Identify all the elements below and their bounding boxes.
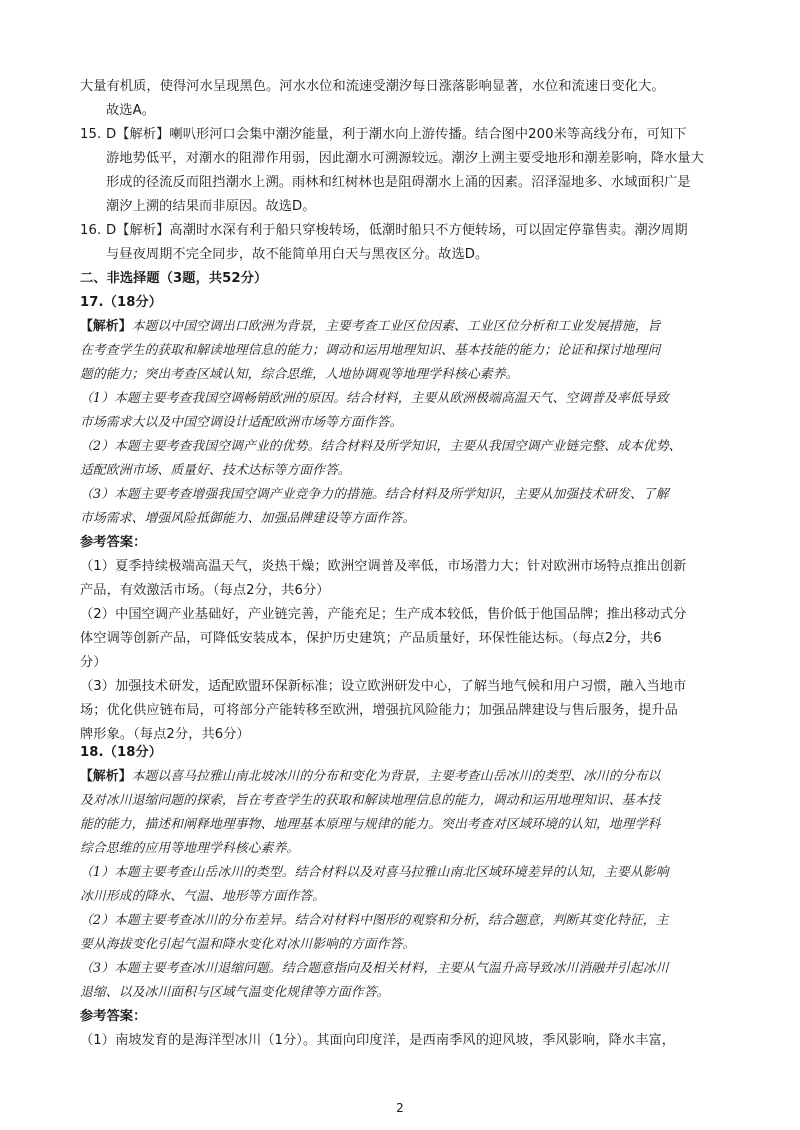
section-2-header [80,267,728,291]
q18-analysis-1a: （1）本题主要考查山岳冰川的类型。结合材料以及对喜马拉雅山南北区域环境差异的认知，主要从影响 [80,865,669,880]
q17-answer-3a: （3）加强技术研发，适配欧盟环保新标准；设立欧洲研发中心，了解当地气候和用户习惯，融入当地市 [80,679,687,694]
q17-answer-2a: （2）中国空调产业基础好，产业链完善，产能充足；生产成本较低，售价低于他国品牌；推出移动式分 [80,607,687,622]
q17-answer-1b: 产品，有效激活市场。（每点2分，共6分） [80,583,330,598]
q17-analysis-3b: 市场需求、增强风险抵御能力、加强品牌建设等方面作答。 [80,511,416,526]
q17-analysis-2a: （2）本题主要考查我国空调产业的优势。结合材料及所学知识，主要从我国空调产业链完整、成本优势、 [80,439,682,454]
q17-answer-1a: （1）夏季持续极端高温天气，炎热干燥；欧洲空调普及率低，市场潜力大；针对欧洲市场特点推出创新 [80,559,687,574]
q14-line-1: 大量有机质，使得河水呈现黑色。河水水位和流速受潮汐每日涨落影响显著，水位和流速日变化大。 [80,79,665,94]
q17-block [80,291,728,747]
q18-intro-1 [80,765,728,789]
q18-analysis-label: 【解析】 [80,769,132,784]
q16-block [80,219,728,267]
q16-number: 16. [80,223,102,238]
q15-text-1: 喇叭形河口会集中潮汐能量，利于潮水向上游传播。结合图中200米等高线分布，可知下 [169,127,687,142]
q18-intro-2: 及对冰川退缩问题的探索，旨在考查学生的获取和解读地理信息的能力，调动和运用地理知识、基本技 [80,793,661,808]
q15-block [80,123,728,219]
q18-analysis-3a: （3）本题主要考查冰川退缩问题。结合题意指向及相关材料，主要从气温升高导致冰川消融并引起冰川 [80,961,669,976]
q17-answer-3c: 牌形象。（每点2分，共6分） [80,727,250,742]
page-number: 2 [396,1101,404,1115]
q18-intro-1-text: 本题以喜马拉雅山南北坡冰川的分布和变化为背景，主要考查山岳冰川的类型、冰川的分布以 [131,769,661,784]
q17-analysis-2b: 适配欧洲市场、质量好、技术达标等方面作答。 [80,463,351,478]
section-2-title: 二、非选择题（3题，共52分） [80,271,268,286]
q18-reference-title: 参考答案： [80,1009,147,1024]
q18-intro-4: 综合思维的应用等地理学科核心素养。 [80,841,300,856]
q17-analysis-1a: （1）本题主要考查我国空调畅销欧洲的原因。结合材料，主要从欧洲极端高温天气、空调普及率低导致 [80,391,669,406]
q16-label: D【解析】 [106,223,170,238]
q14-tail [80,75,728,123]
q14-line-2: 故选A。 [106,103,155,118]
q17-answer-2b: 体空调等创新产品，可降低安装成本，保护历史建筑；产品质量好，环保性能达标。（每点2分，共6 [80,631,662,646]
q18-analysis-1b: 冰川形成的降水、气温、地形等方面作答。 [80,889,326,904]
q17-intro-2: 在考查学生的获取和解读地理信息的能力；调动和运用地理知识、基本技能的能力；论证和探讨地理问 [80,343,661,358]
q18-analysis-2b: 要从海拔变化引起气温和降水变化对冰川影响的方面作答。 [80,937,416,952]
q16-line-1 [80,219,728,243]
q17-analysis-1b: 市场需求大以及中国空调设计适配欧洲市场等方面作答。 [80,415,403,430]
q16-line-2: 与昼夜周期不完全同步，故不能简单用白天与黑夜区分。故选D。 [106,247,489,262]
q18-block [80,741,728,1053]
q15-line-2: 游地势低平，对潮水的阻滞作用弱，因此潮水可溯源较远。潮汐上溯主要受地形和潮差影响，降水量大 [106,151,704,166]
q15-label: D【解析】 [106,127,170,142]
q17-answer-3b: 场；优化供应链布局，可将部分产能转移至欧洲，增强抗风险能力；加强品牌建设与售后服务，提升品 [80,703,678,718]
q15-line-1 [80,123,728,147]
q17-analysis-label: 【解析】 [80,319,132,334]
q17-analysis-3a: （3）本题主要考查增强我国空调产业竞争力的措施。结合材料及所学知识，主要从加强技术研发、了解 [80,487,669,502]
q17-intro-1 [80,315,728,339]
q15-number: 15. [80,127,102,142]
q18-analysis-2a: （2）本题主要考查冰川的分布差异。结合对材料中图形的观察和分析，结合题意，判断其变化特征，主 [80,913,669,928]
q17-intro-3: 题的能力；突出考查区域认知，综合思维，人地协调观等地理学科核心素养。 [80,367,519,382]
q15-line-3: 形成的径流反而阻挡潮水上溯。雨林和红树林也是阻碍潮水上涌的因素。沼泽湿地多、水域面积广是 [106,175,691,190]
q17-reference-title: 参考答案： [80,535,147,550]
q16-text-1: 高潮时水深有利于船只穿梭转场，低潮时船只不方便转场，可以固定停靠售卖。潮汐周期 [169,223,688,238]
q15-line-4: 潮汐上溯的结果而非原因。故选D。 [106,199,316,214]
q18-title: 18.（18分） [80,745,163,760]
q17-title: 17.（18分） [80,295,163,310]
q17-intro-1-text: 本题以中国空调出口欧洲为背景，主要考查工业区位因素、工业区位分析和工业发展措施，旨 [131,319,661,334]
q17-answer-2c: 分） [80,655,107,670]
q18-intro-3: 能的能力，描述和阐释地理事物、地理基本原理与规律的能力。突出考查对区域环境的认知，地理学科 [80,817,661,832]
q18-analysis-3b: 退缩、以及冰川面积与区域气温变化规律等方面作答。 [80,985,390,1000]
q18-answer-1a: （1）南坡发育的是海洋型冰川（1分）。其面向印度洋，是西南季风的迎风坡，季风影响，降水丰富， [80,1033,676,1048]
